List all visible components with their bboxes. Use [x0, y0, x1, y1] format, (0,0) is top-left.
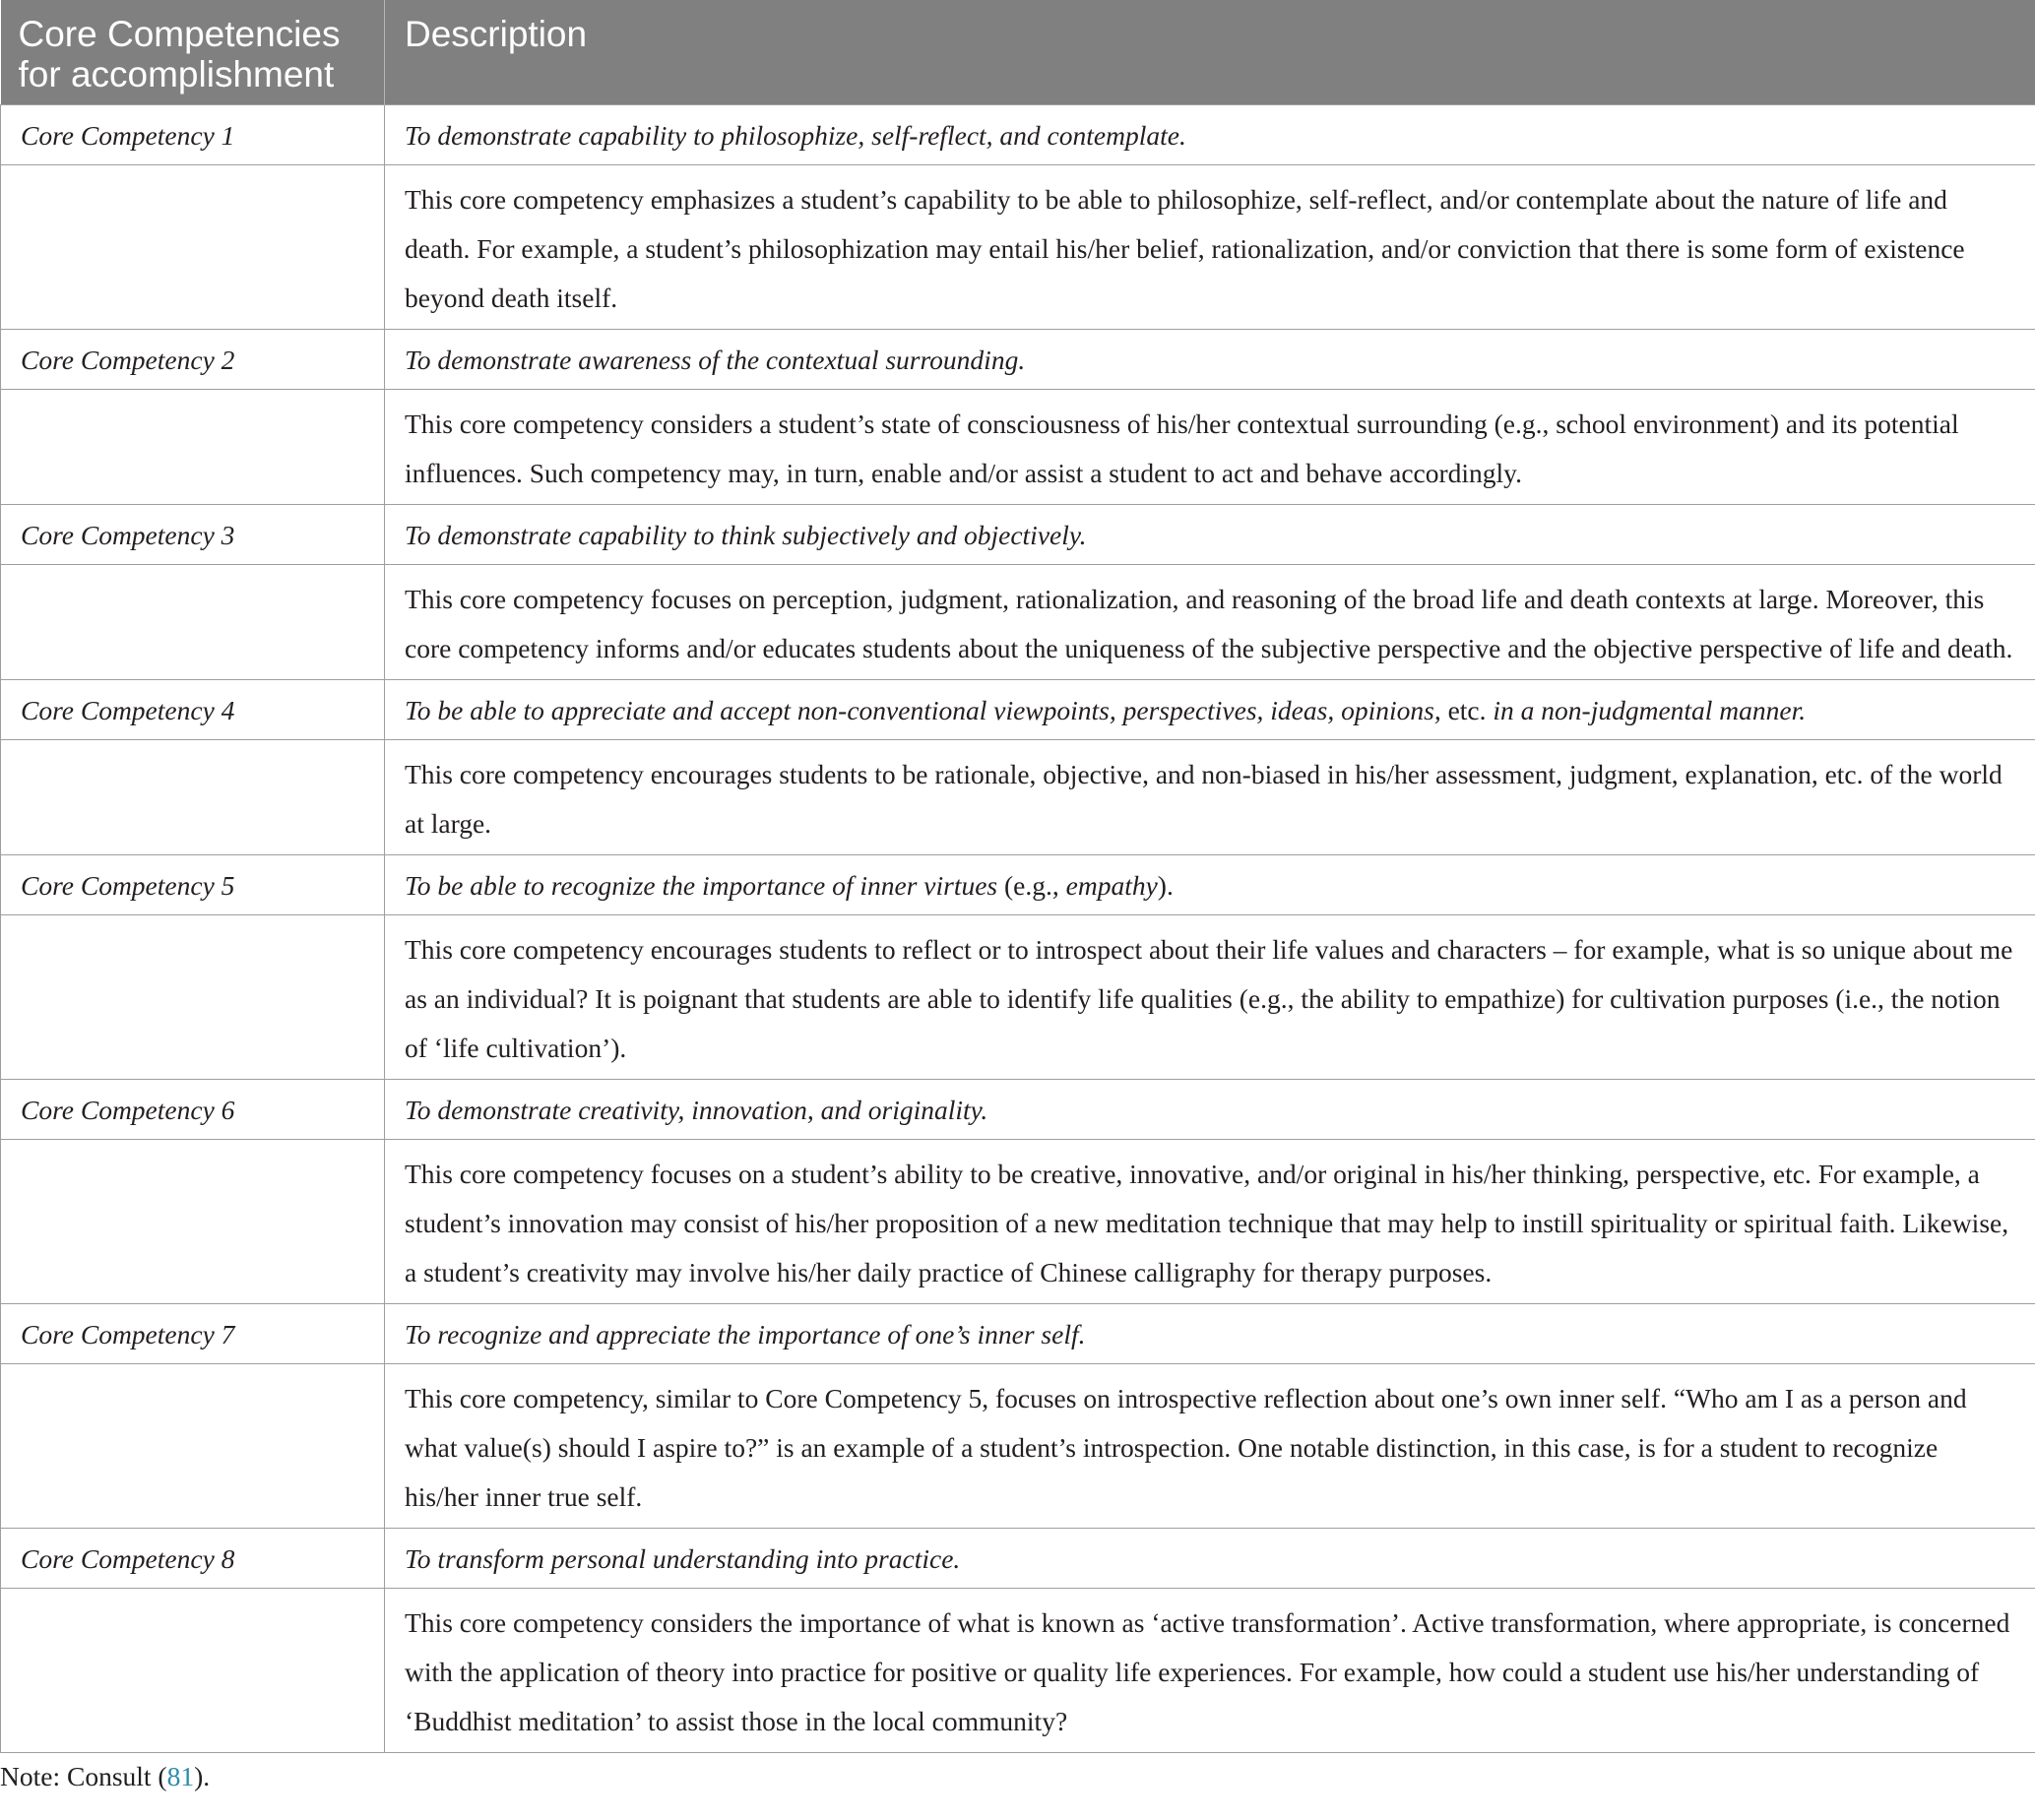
table-header: [1, 0, 2035, 105]
table-row: [1, 1140, 2035, 1304]
empty-cell: [1, 165, 385, 330]
competency-name: Core Competency 3: [1, 505, 385, 565]
competency-name: Core Competency 5: [1, 855, 385, 915]
competency-description: This core competency, similar to Core Competency 5, focuses on introspective reflection about one’s own inner self. “Who am I as a person and what value(s) should I aspire to?” is an example of a student’s introspection. One notable distinction, in this case, is for a student to recognize his/her inner true self.: [385, 1364, 2035, 1529]
competency-title: To be able to recognize the importance of inner virtues (e.g., empathy).: [385, 855, 2035, 915]
table-row: [1, 1080, 2035, 1140]
competency-description: This core competency considers the importance of what is known as ‘active transformation’. Active transformation, where appropriate, is concerned with the application of theory into practice for positive or quality life experiences. For example, how could a student use his/her understanding of ‘Buddhist meditation’ to assist those in the local community?: [385, 1589, 2035, 1753]
competency-title: To demonstrate awareness of the contextual surrounding.: [385, 330, 2035, 390]
competency-description: This core competency emphasizes a student’s capability to be able to philosophize, self-reflect, and/or contemplate about the nature of life and death. For example, a student’s philosophization may entail his/her belief, rationalization, and/or conviction that there is some form of existence beyond death itself.: [385, 165, 2035, 330]
competency-title: To demonstrate creativity, innovation, and originality.: [385, 1080, 2035, 1140]
table-row: [1, 565, 2035, 680]
header-description: Description: [385, 0, 2035, 105]
competency-name: Core Competency 6: [1, 1080, 385, 1140]
empty-cell: [1, 1589, 385, 1753]
competency-title: To demonstrate capability to philosophize, self-reflect, and contemplate.: [385, 105, 2035, 165]
competency-title: To be able to appreciate and accept non-conventional viewpoints, perspectives, ideas, opinions, etc. in a non-judgmental manner.: [385, 680, 2035, 740]
empty-cell: [1, 915, 385, 1080]
competency-title: To recognize and appreciate the importance of one’s inner self.: [385, 1304, 2035, 1364]
competency-name: Core Competency 8: [1, 1529, 385, 1589]
table-row: [1, 330, 2035, 390]
competency-name: Core Competency 7: [1, 1304, 385, 1364]
competency-name: Core Competency 1: [1, 105, 385, 165]
table-row: [1, 740, 2035, 855]
table-row: [1, 505, 2035, 565]
table-row: [1, 1304, 2035, 1364]
competency-description: This core competency considers a student’s state of consciousness of his/her contextual surrounding (e.g., school environment) and its potential influences. Such competency may, in turn, enable and/or assist a student to act and behave accordingly.: [385, 390, 2035, 505]
table-note: Note: Consult (81).: [0, 1761, 211, 1791]
table-row: [1, 680, 2035, 740]
competency-title: To demonstrate capability to think subjectively and objectively.: [385, 505, 2035, 565]
empty-cell: [1, 390, 385, 505]
empty-cell: [1, 1140, 385, 1304]
competency-description: This core competency encourages students to be rationale, objective, and non-biased in his/her assessment, judgment, explanation, etc. of the world at large.: [385, 740, 2035, 855]
competency-description: This core competency encourages students to reflect or to introspect about their life values and characters – for example, what is so unique about me as an individual? It is poignant that students are able to identify life qualities (e.g., the ability to empathize) for cultivation purposes (i.e., the notion of ‘life cultivation’).: [385, 915, 2035, 1080]
competency-name: Core Competency 2: [1, 330, 385, 390]
table-row: [1, 915, 2035, 1080]
header-competencies: Core Competencies for accomplishment: [1, 0, 385, 105]
table-row: [1, 855, 2035, 915]
empty-cell: [1, 1364, 385, 1529]
table-row: [1, 390, 2035, 505]
table-row: [1, 105, 2035, 165]
empty-cell: [1, 565, 385, 680]
table-row: [1, 1589, 2035, 1753]
table-row: [1, 1364, 2035, 1529]
table-row: [1, 165, 2035, 330]
competency-description: This core competency focuses on perception, judgment, rationalization, and reasoning of the broad life and death contexts at large. Moreover, this core competency informs and/or educates students about the uniqueness of the subjective perspective and the objective perspective of life and death.: [385, 565, 2035, 680]
table-row: [1, 1529, 2035, 1589]
competency-name: Core Competency 4: [1, 680, 385, 740]
reference-link[interactable]: 81: [166, 1761, 195, 1791]
competency-title: To transform personal understanding into practice.: [385, 1529, 2035, 1589]
competency-description: This core competency focuses on a student’s ability to be creative, innovative, and/or original in his/her thinking, perspective, etc. For example, a student’s innovation may consist of his/her proposition of a new meditation technique that may help to instill spirituality or spiritual faith. Likewise, a student’s creativity may involve his/her daily practice of Chinese calligraphy for therapy purposes.: [385, 1140, 2035, 1304]
empty-cell: [1, 740, 385, 855]
